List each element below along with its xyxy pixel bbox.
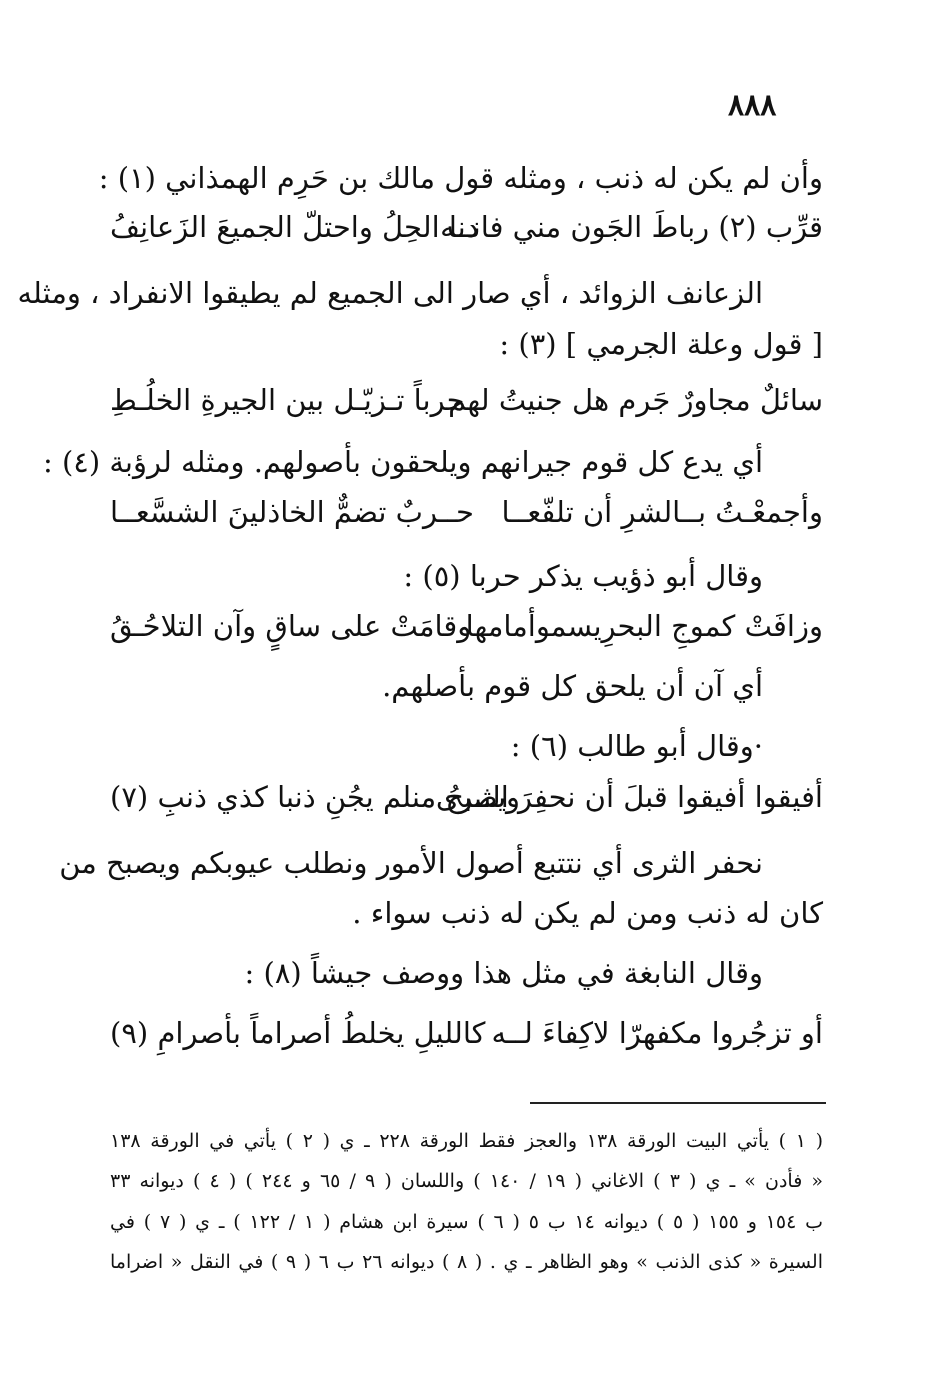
verse-line xyxy=(110,492,823,532)
text-line: الزعانف الزوائد ، أي صار الى الجميع لم يطيقوا الانفراد ، ومثله xyxy=(17,276,763,310)
text-line: كان له ذنب ومن لم يكن له ذنب سواء . xyxy=(352,896,823,930)
footnote-divider xyxy=(530,1102,826,1104)
verse-first-hemistich: أفيقوا أفيقوا قبلَ أن نحفِرَ الثـرى xyxy=(435,780,823,814)
verse-second-hemistich: حرباً تـزيّـل بين الجيرةِ الخلُـطِ xyxy=(110,383,465,417)
verse-second-hemistich: دنا الحِلُ واحتلّ الجميعَ الزَعانِفُ xyxy=(110,210,479,244)
footnote-line: ( ١ ) يأتي البيت الورقة ١٣٨ والعجز فقط الورقة ٢٢٨ ـ ي ( ٢ ) يأتي في الورقة ١٣٨ xyxy=(110,1130,823,1152)
verse-line xyxy=(110,207,823,247)
text-line: ·وقال أبو طالب (٦) : xyxy=(510,729,763,763)
text-line: وأن لم يكن له ذنب ، ومثله قول مالك بن حَرِم الهمذاني (١) : xyxy=(98,161,823,195)
verse-line xyxy=(110,777,823,817)
text-line: نحفر الثرى أي نتتبع أصول الأمور ونطلب عيوبكم ويصبح من xyxy=(59,846,763,880)
text-line: وقال النابغة في مثل هذا ووصف جيشاً (٨) : xyxy=(244,956,763,990)
page-number: ٨٨٨ xyxy=(728,88,777,123)
footnote-line: السيرة « كذى الذنب » وهو الظاهر ـ ي . ( ٨ ) ديوانه ٢٦ ب ٦ ( ٩ ) في النقل « اضراما xyxy=(110,1251,823,1273)
verse-first-hemistich: قرِّب (٢) رباطَ الجَون مني فانــه xyxy=(440,210,823,244)
verse-first-hemistich: أو تزجُروا مكفهرّا لاكِفاءَ لــه xyxy=(491,1016,823,1050)
verse-line xyxy=(110,1013,823,1053)
verse-second-hemistich: كالليلِ يخلطُ أصراماً بأصرامِ (٩) xyxy=(110,1016,486,1050)
text-line: [ قول وعلة الجرمي ] (٣) : xyxy=(499,327,823,361)
footnote-line: « فأدن » ـ ي ( ٣ ) الاغاني ( ١٩ / ١٤٠ ) واللسان ( ٩ / ٦٥ و ٢٤٤ ) ( ٤ ) ديوانه ٣٣ xyxy=(110,1170,824,1192)
verse-first-hemistich: وزافَتْ كموجِ البحرِيسموأمامها xyxy=(465,609,823,643)
text-line: وقال أبو ذؤيب يذكر حربا (٥) : xyxy=(403,559,763,593)
text-line: أي آن أن يلحق كل قوم بأصلهم. xyxy=(382,669,763,703)
verse-first-hemistich: وأجمعْـتُ بــالشرِ أن تلفّعــا xyxy=(501,495,823,529)
verse-second-hemistich: وقامَتْ على ساقٍ وآن التلاحُـقُ xyxy=(110,609,472,643)
verse-line xyxy=(110,606,823,646)
verse-line xyxy=(110,380,823,420)
text-line: أي يدع كل قوم جيرانهم ويلحقون بأصولهم. ومثله لرؤبة (٤) : xyxy=(42,445,763,479)
verse-second-hemistich: حــربٌ تضمٌّ الخاذلينَ الشسَّعــا xyxy=(110,495,474,529)
verse-second-hemistich: ويصبحُ منلم يجُنِ ذنبا كذي ذنبِ (٧) xyxy=(110,780,521,814)
verse-first-hemistich: سائلٌ مجاورٌ جَرم هل جنيتُ لهم xyxy=(448,383,823,417)
footnote-line: ب ١٥٤ و ١٥٥ ( ٥ ) ديوانه ١٤ ب ٥ ( ٦ ) سيرة ابن هشام ( ١ / ١٢٢ ) ـ ي ( ٧ ) في xyxy=(110,1211,823,1233)
